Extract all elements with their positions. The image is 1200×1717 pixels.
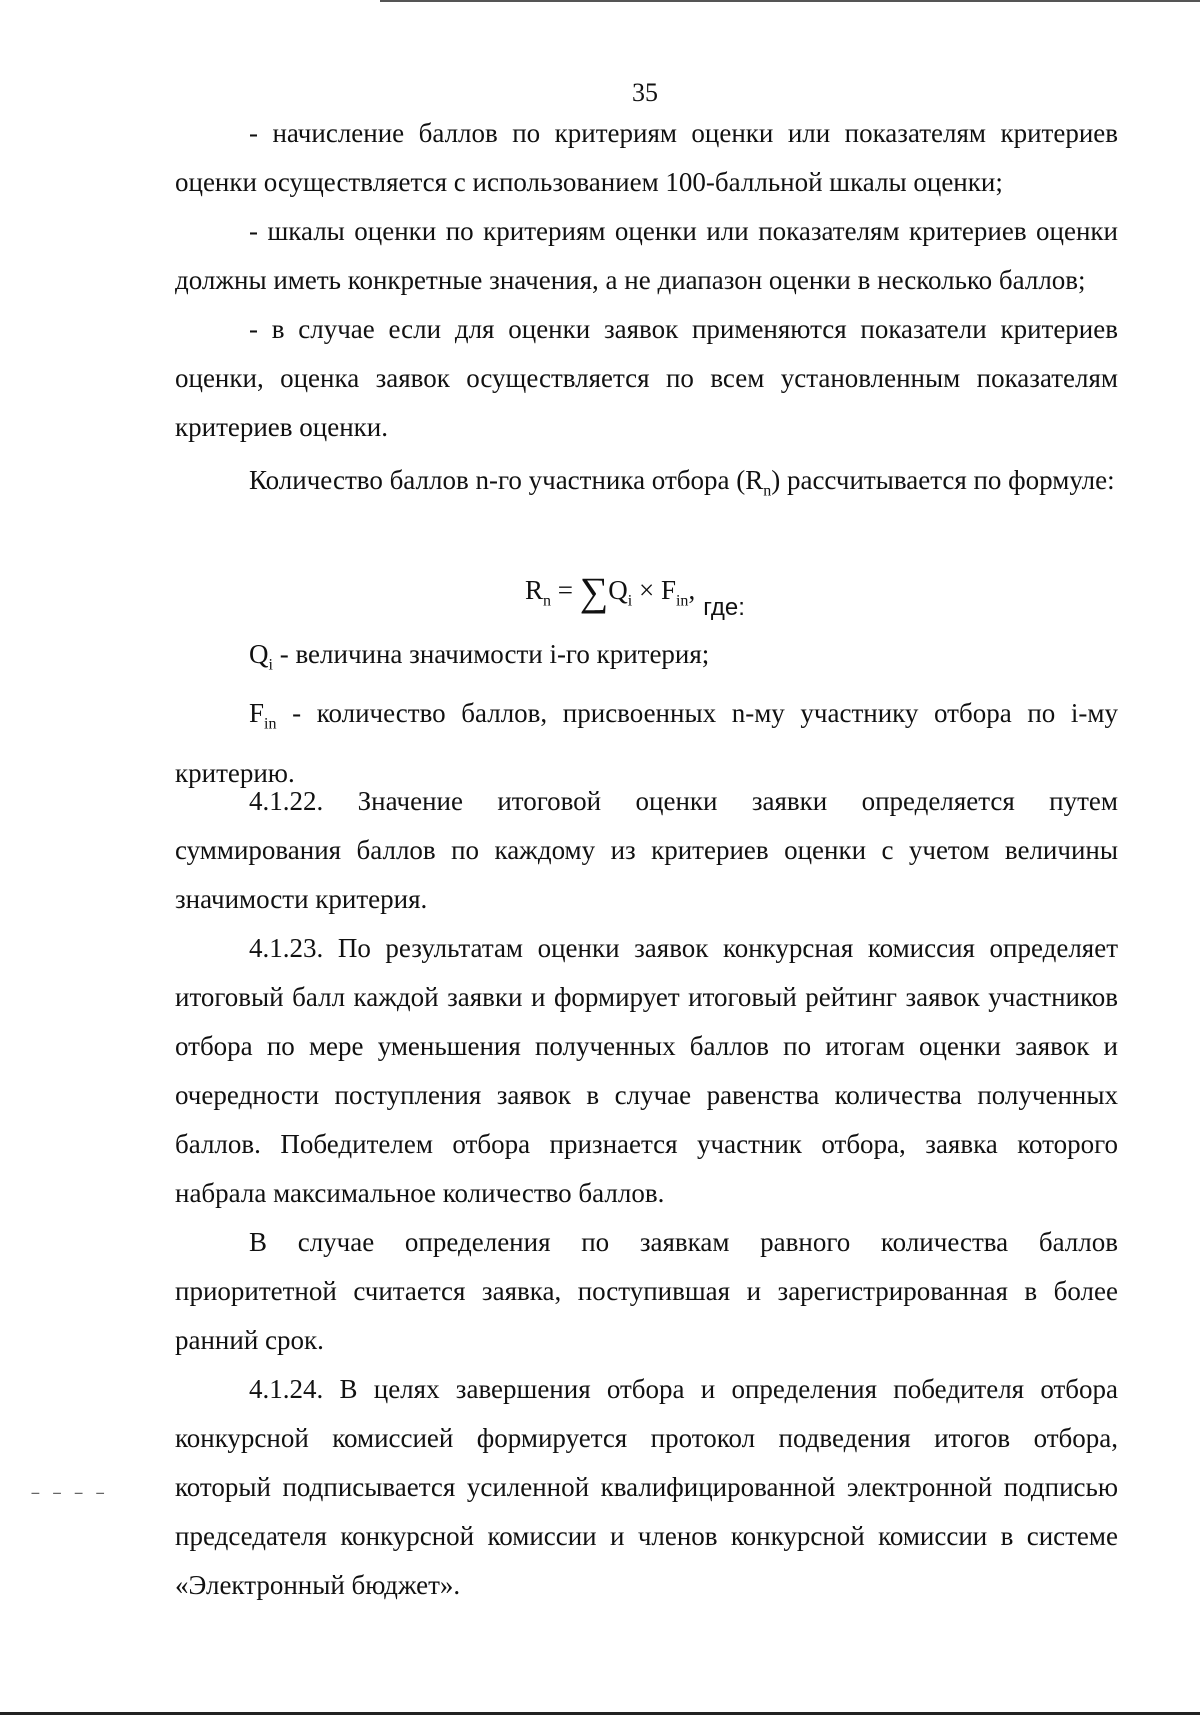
paragraph-4-1-23: 4.1.23. По результатам оценки заявок конкурсная комиссия определяет итоговый балл каждой заявки и формирует итоговый рейтинг заявок участников отбора по мере уменьшения полученных баллов по итогам оценки заявок и очередности поступления заявок в случае равенства количества полученных баллов. Победителем отбора признается участник отбора, заявка которого набрала максимальное количество баллов. [175,933,1118,1208]
bullet-item: - шкалы оценки по критериям оценки или показателям критериев оценки должны иметь конкретные значения, а не диапазон оценки в несколько баллов; [175,216,1118,295]
bottom-scan-line [0,1712,1200,1715]
paragraph-4-1-22: 4.1.22. Значение итоговой оценки заявки определяется путем суммирования баллов по каждому из критериев оценки с учетом величины значимости критерия. [175,786,1118,914]
bullet-list [175,109,1118,452]
formula-intro-end: ) рассчитывается по формуле: [771,465,1115,495]
formula-intro [175,456,1118,515]
definition-f: $F_{in}$ - количество баллов, присвоенных n-му участнику отбора по i-му критерию. [175,698,1118,788]
body-paragraphs [175,777,1118,1610]
top-scan-line [380,0,1200,2]
paragraph-4-1-24: 4.1.24. В целях завершения отбора и определения победителя отбора конкурсной комиссией формируется протокол подведения итогов отбора, который подписывается усиленной квалифицированной электронной подписью председателя конкурсной комиссии и членов конкурсной комиссии в системе «Электронный бюджет». [175,1374,1118,1600]
left-margin-dashes: – – – – [30,1484,106,1504]
formula-intro-sub: n [763,482,772,500]
paragraph-equal-scores: В случае определения по заявкам равного количества баллов приоритетной считается заявка, поступившая и зарегистрированная в более ранний срок. [175,1227,1118,1355]
formula-intro-text: Количество баллов n-го участника отбора (R [249,465,764,495]
bullet-item: - начисление баллов по критериям оценки или показателям критериев оценки осуществляется с использованием 100-балльной шкалы оценки; [175,118,1118,197]
page-number: 35 [632,78,658,107]
definition-q: $Q_i$ - величина значимости i-го критерия; [249,639,710,674]
definitions [175,630,1118,798]
bullet-item: - в случае если для оценки заявок применяются показатели критериев оценки, оценка заявок осуществляется по всем установленным показателям критериев оценки. [175,314,1118,442]
formula: $R_n = \sum Q_i \times F_{in},где$: [525,569,745,621]
formula-where: где: [703,594,745,621]
sum-symbol: ∑ [579,569,609,614]
